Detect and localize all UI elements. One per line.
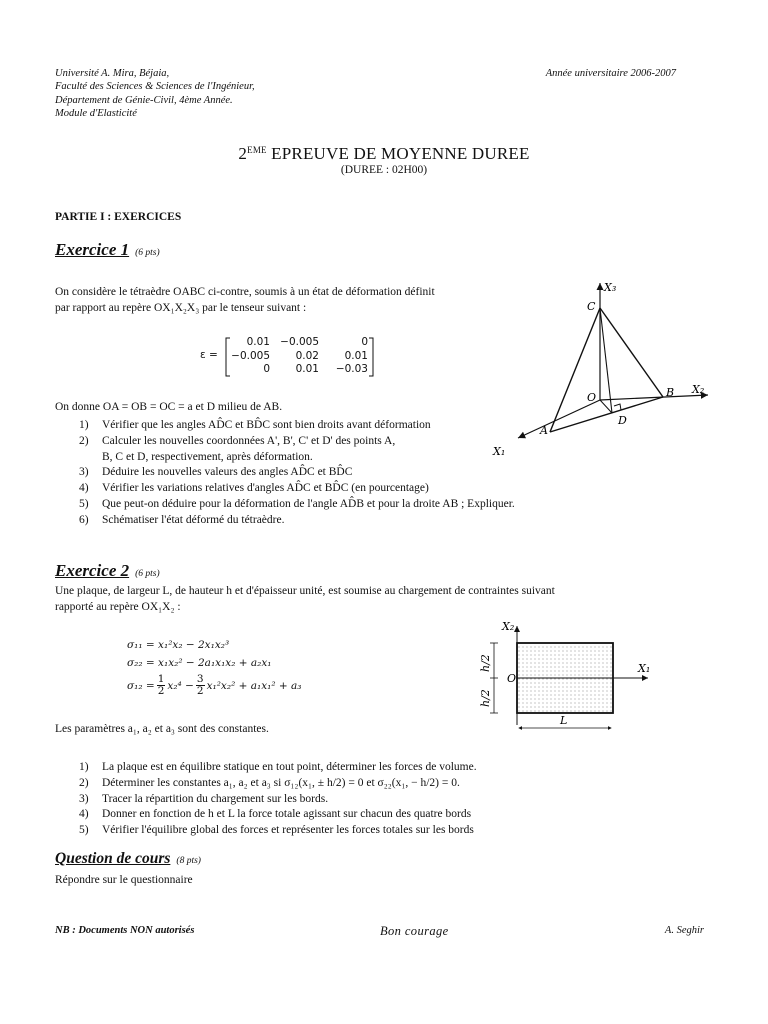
equation-sigma22: σ₂₂ = x₁x₂² − 2a₁x₁x₂ + a₂x₁ — [127, 657, 272, 669]
label-l: L — [560, 714, 568, 727]
fraction-denominator: 2 — [196, 685, 204, 697]
tensor-cell: −0.005 — [231, 349, 270, 362]
question-text: Que peut-on déduire pour la déformation de l'angle AD̂B et pour la droite AB ; Expliquer. — [102, 497, 515, 510]
label-o: O — [507, 672, 517, 685]
label-x2: X₂ — [502, 620, 515, 633]
label-x3: X₃ — [604, 281, 617, 294]
header-line: Faculté des Sciences & Sciences de l'Ingénieur, — [55, 81, 255, 93]
question-text: Tracer la répartition du chargement sur les bords. — [102, 792, 329, 805]
intro-line: par rapport au repère OX₁X₂X₃ par le tenseur suivant : — [55, 301, 307, 314]
label-b: B — [666, 386, 675, 399]
exercise1-given: On donne OA = OB = OC = a et D milieu de AB. — [55, 401, 283, 413]
edge-ab — [550, 397, 663, 432]
question-number: 1) — [79, 419, 89, 431]
header-line: Module d'Elasticité — [55, 108, 137, 120]
label-x1: X₁ — [638, 662, 651, 675]
edge-cd — [600, 308, 612, 413]
axis-x1 — [518, 400, 600, 438]
question-item — [55, 497, 655, 513]
tensor-cell: 0.01 — [246, 336, 270, 348]
tensor-cell: 0 — [263, 363, 270, 375]
question-number: 4) — [79, 482, 89, 495]
header-line: Département de Génie-Civil, 4ème Année. — [55, 94, 233, 106]
title-sup: EME — [247, 145, 267, 155]
fraction-numerator: 3 — [196, 673, 204, 685]
exercise1-title: Exercice 1 — [55, 240, 130, 259]
question-text: Vérifier que les angles AD̂C et BD̂C sont bien droits avant déformation — [102, 419, 431, 431]
question-text: Donner en fonction de h et L la force totale agissant sur chacun des quatre bords — [102, 808, 472, 821]
section-heading: PARTIE I : EXERCICES — [55, 211, 182, 223]
strain-tensor — [200, 336, 385, 378]
exercise1-points: (6 pts) — [135, 248, 160, 258]
academic-year: Année universitaire 2006-2007 — [545, 68, 676, 79]
stress-equations — [127, 636, 302, 697]
question-item — [55, 823, 695, 839]
label-d: D — [618, 414, 627, 427]
edge-ca — [550, 308, 600, 432]
exercise2-points: (6 pts) — [135, 569, 160, 579]
question-number: 4) — [79, 808, 89, 821]
page-title — [0, 144, 768, 164]
question-item — [55, 776, 695, 792]
question-text: La plaque est en équilibre statique en tout point, déterminer les forces de volume. — [102, 761, 477, 773]
exercise2-questions — [55, 760, 695, 839]
tensor-row — [228, 363, 368, 377]
course-question-text: Répondre sur le questionnaire — [55, 874, 193, 886]
intro-line: Une plaque, de largeur L, de hauteur h et d'épaisseur unité, est soumise au chargement de contraintes suivant — [55, 585, 555, 597]
footer-note: NB : Documents NON autorisés — [55, 925, 195, 936]
question-item — [55, 513, 655, 529]
exercise1-intro — [55, 285, 535, 316]
question-text: Déduire les nouvelles valeurs des angles AD̂C et BD̂C — [102, 466, 353, 479]
fraction — [157, 674, 166, 697]
tensor-cell: −0.005 — [280, 336, 319, 348]
exercise2-params: Les paramètres a₁, a₂ et a₃ sont des constantes. — [55, 723, 269, 735]
label-o: O — [587, 391, 597, 404]
question-number: 3) — [79, 792, 89, 805]
question-text: Vérifier l'équilibre global des forces et représenter les forces totales sur les bords — [102, 824, 474, 837]
tetrahedron-figure — [480, 275, 720, 475]
tensor-cell: 0.01 — [295, 363, 319, 375]
question-number: 6) — [79, 513, 89, 526]
fraction — [196, 674, 205, 697]
question-number: 5) — [79, 497, 89, 510]
question-item — [55, 760, 695, 776]
question-text: Schématiser l'état déformé du tétraèdre. — [102, 513, 285, 526]
intro-line: On considère le tétraèdre OABC ci-contre, soumis à un état de déformation définit — [55, 286, 435, 298]
tensor-label: ε = — [200, 349, 218, 361]
label-x1: X₁ — [493, 445, 506, 458]
right-angle-mark — [614, 404, 621, 410]
edge-cb — [600, 308, 663, 397]
label-h-bottom: h/2 — [479, 689, 492, 707]
title-prefix: 2 — [238, 144, 248, 163]
exercise1-heading — [55, 240, 160, 260]
tensor-cell: 0.02 — [295, 349, 319, 362]
exercise2-heading — [55, 561, 160, 581]
question-number: 3) — [79, 466, 89, 479]
course-question-heading — [55, 850, 201, 868]
tensor-matrix — [228, 336, 368, 377]
label-h-top: h/2 — [479, 654, 492, 672]
footer-greeting: Bon courage — [380, 924, 449, 938]
tensor-cell: 0.01 — [344, 349, 368, 362]
question-number: 1) — [79, 761, 89, 773]
tensor-row — [228, 336, 368, 350]
institution-header — [55, 67, 255, 121]
exercise2-intro — [55, 584, 705, 615]
equation-sigma12 — [127, 674, 302, 697]
tensor-row — [228, 350, 368, 364]
question-item — [55, 807, 695, 823]
question-text: B, C et D, respectivement, après déformation. — [102, 450, 313, 463]
fraction-denominator: 2 — [157, 685, 165, 697]
question-item — [55, 792, 695, 808]
question-number: 5) — [79, 824, 89, 837]
question-number: 2) — [79, 776, 89, 789]
exercise2-title: Exercice 2 — [55, 561, 130, 580]
eq-part: x₂⁴ − — [167, 679, 194, 692]
title-main: EPREUVE DE MOYENNE DUREE — [266, 144, 530, 163]
question-text: Vérifier les variations relatives d'angles AD̂C et BD̂C (en pourcentage) — [102, 482, 429, 495]
footer-author: A. Seghir — [664, 925, 704, 936]
plate-figure — [470, 618, 660, 738]
eq-part: x₁²x₂² + a₁x₁² + a₃ — [206, 679, 302, 692]
tensor-cell: −0.03 — [335, 363, 368, 375]
question-text: Calculer les nouvelles coordonnées A', B', C' et D' des points A, — [102, 434, 396, 447]
page-subtitle: (DUREE : 02H00) — [340, 164, 428, 176]
question-number: 2) — [79, 434, 89, 447]
course-question-title: Question de cours — [55, 850, 171, 867]
label-a: A — [540, 424, 548, 437]
label-c: C — [587, 300, 596, 313]
intro-line: rapporté au repère OX₁X₂ : — [55, 600, 181, 613]
course-question-points: (8 pts) — [176, 856, 201, 866]
equation-sigma11: σ₁₁ = x₁²x₂ − 2x₁x₂³ — [127, 639, 230, 651]
question-text: Déterminer les constantes a₁, a₂ et a₃ si σ₁₂(x₁, ± h/2) = 0 et σ₂₂(x₁, − h/2) = 0. — [102, 776, 460, 789]
tensor-cell: 0 — [361, 336, 368, 348]
header-line: Université A. Mira, Béjaia, — [55, 68, 170, 79]
eq-part: σ₁₂ = — [127, 679, 155, 692]
question-item — [55, 481, 655, 497]
label-x2: X₂ — [692, 383, 705, 396]
fraction-numerator: 1 — [157, 673, 165, 685]
